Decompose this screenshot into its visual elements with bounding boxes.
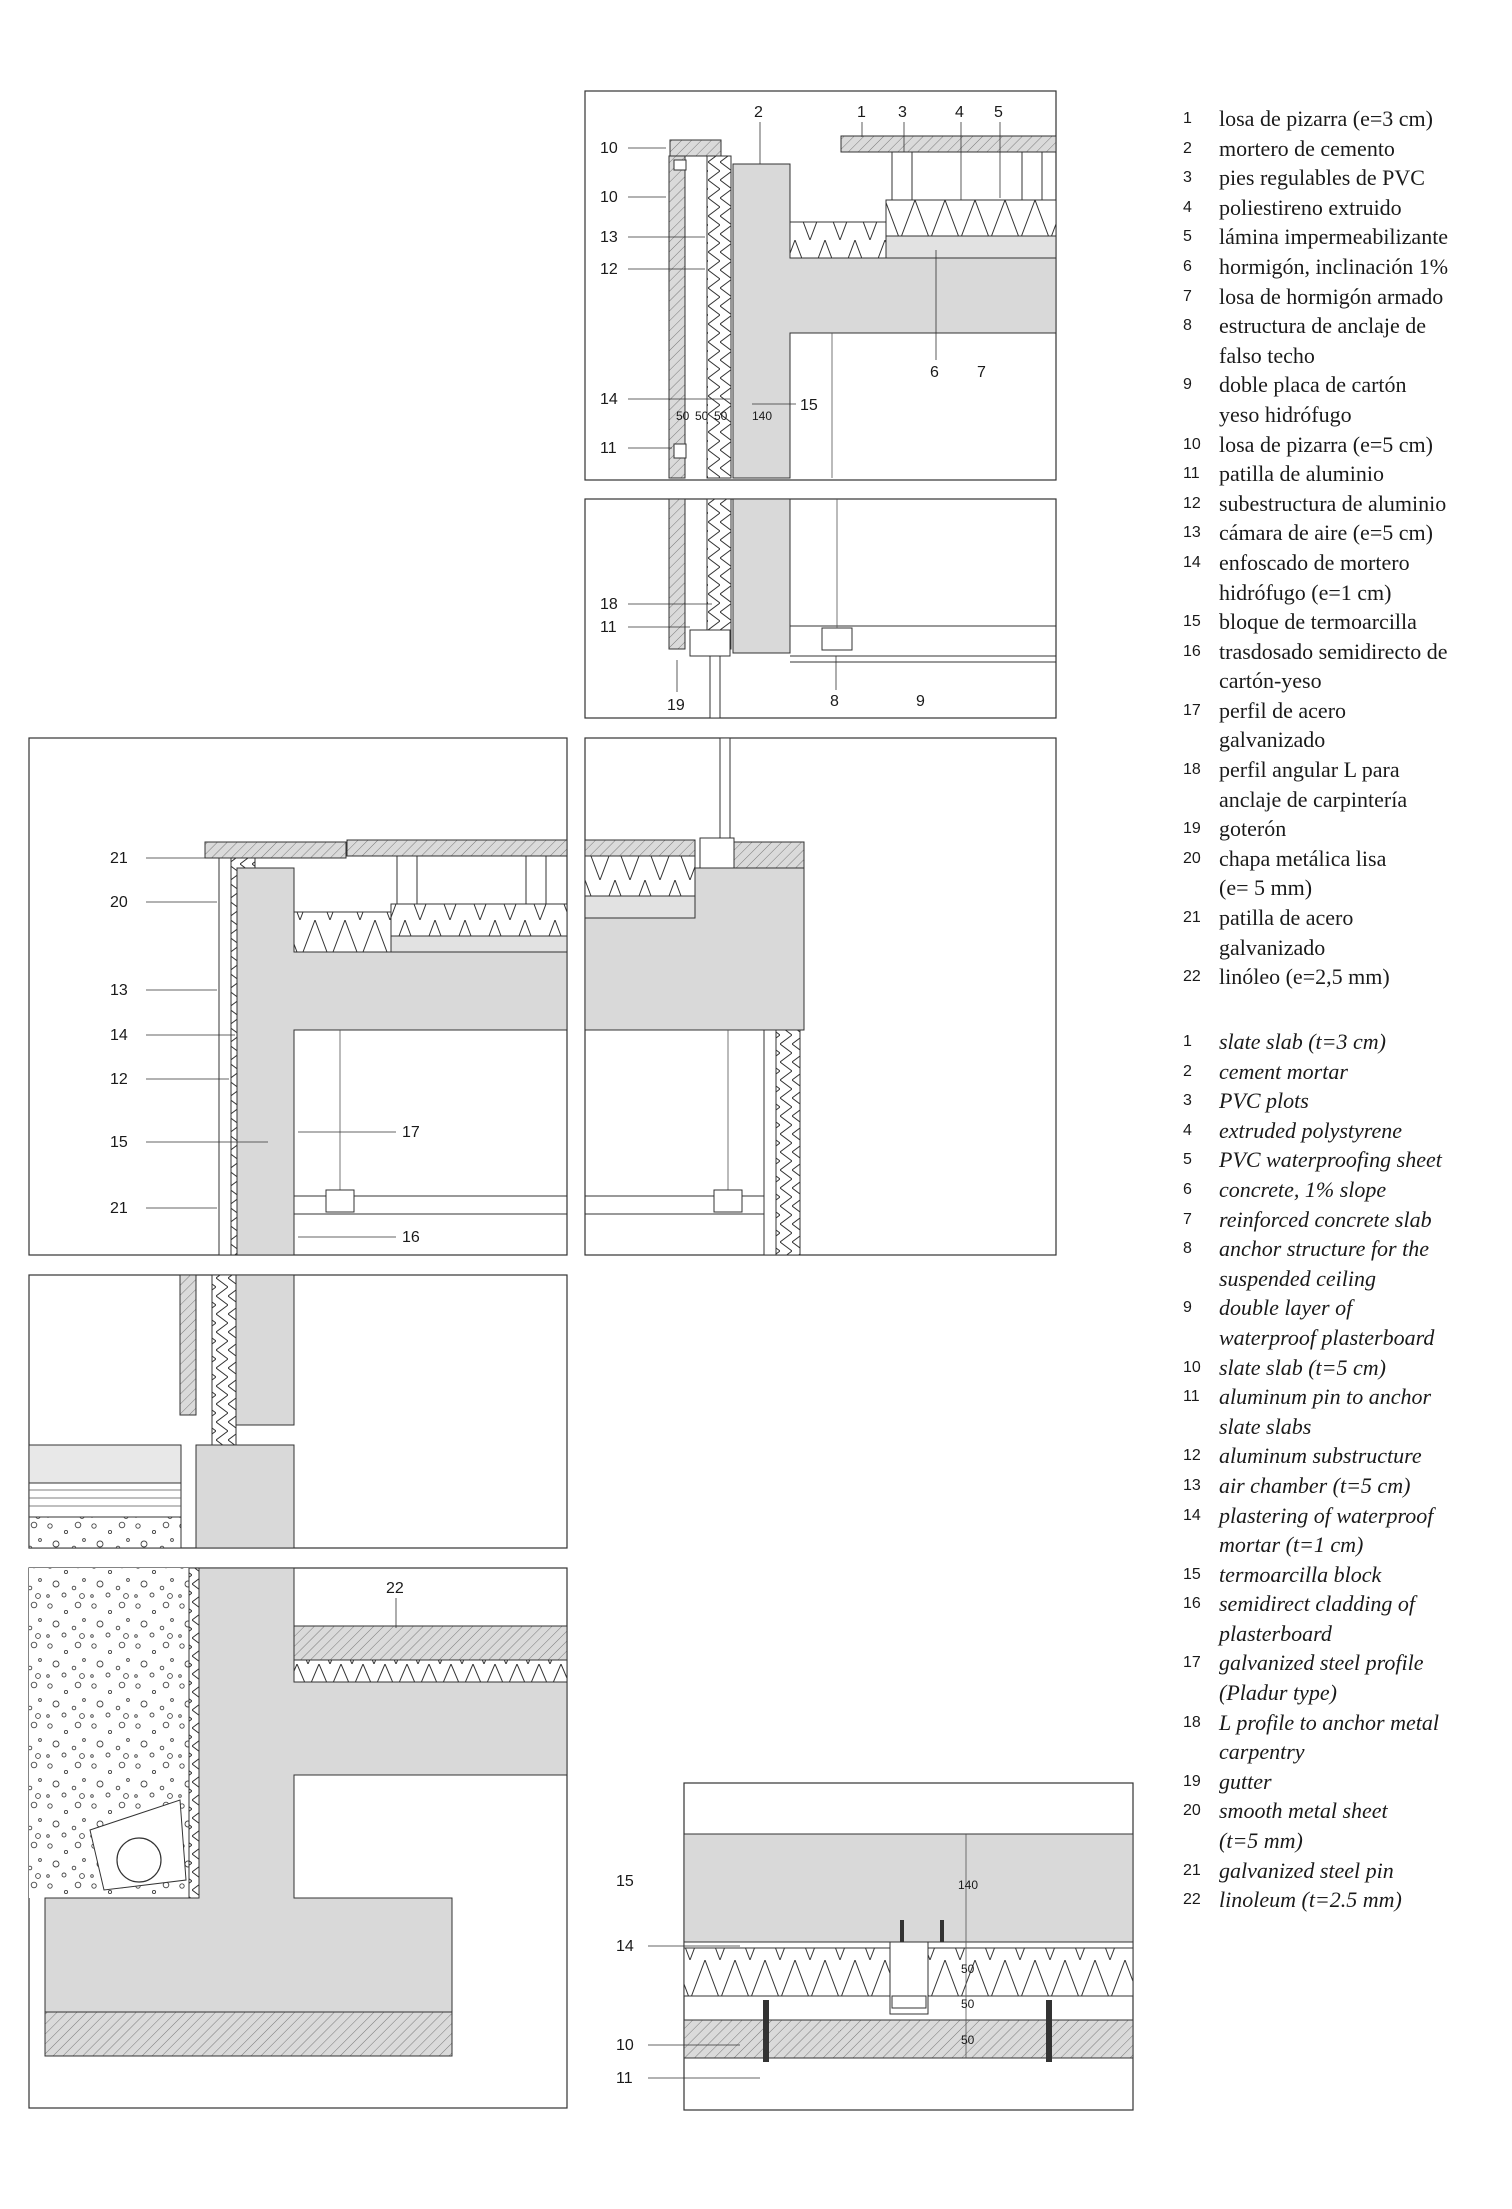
legend-number: 9	[1183, 1299, 1192, 1317]
legend-text	[1219, 1145, 1442, 1175]
legend-line: goterón	[1219, 816, 1287, 842]
legend-english	[1183, 1027, 1503, 1915]
svg-text:10: 10	[616, 2037, 634, 2054]
legend-line: linoleum (t=2.5 mm)	[1219, 1887, 1402, 1913]
legend-item	[1183, 903, 1503, 962]
legend-line: lámina impermeabilizante	[1219, 224, 1449, 250]
legend-text	[1219, 104, 1433, 134]
svg-text:9: 9	[916, 693, 925, 710]
detail-foundation	[29, 1568, 567, 2108]
legend-text	[1219, 1086, 1309, 1116]
legend-number: 7	[1183, 1210, 1192, 1228]
legend-line: linóleo (e=2,5 mm)	[1219, 964, 1390, 990]
svg-text:15: 15	[110, 1134, 128, 1151]
legend-line: suspended ceiling	[1219, 1265, 1377, 1291]
svg-text:21: 21	[110, 850, 128, 867]
legend-line: galvanizado	[1219, 727, 1326, 753]
legend-line: concrete, 1% slope	[1219, 1176, 1387, 1202]
legend-line: perfil angular L para	[1219, 757, 1400, 783]
svg-text:10: 10	[600, 140, 618, 157]
legend-number: 1	[1183, 1033, 1192, 1050]
legend-line: termoarcilla block	[1219, 1561, 1382, 1587]
legend-number: 10	[1183, 435, 1201, 453]
legend-text	[1219, 1205, 1432, 1235]
legend-number: 20	[1183, 1802, 1201, 1820]
svg-text:50: 50	[961, 1997, 975, 2011]
legend-number: 4	[1183, 198, 1192, 216]
legend-item	[1183, 1057, 1503, 1087]
legend-number: 5	[1183, 1151, 1192, 1169]
svg-text:11: 11	[616, 2070, 633, 2087]
legend-item	[1183, 1885, 1503, 1915]
legend-number: 15	[1183, 1565, 1201, 1583]
legend-text	[1219, 1175, 1386, 1205]
legend-text	[1219, 1885, 1402, 1915]
svg-text:8: 8	[830, 693, 839, 710]
legend-line: air chamber (t=5 cm)	[1219, 1472, 1411, 1498]
legend-number: 18	[1183, 761, 1201, 779]
legend-line: yeso hidrófugo	[1219, 401, 1352, 427]
svg-text:10: 10	[600, 189, 618, 206]
svg-text:17: 17	[402, 1124, 420, 1141]
legend-line: slate slabs	[1219, 1413, 1312, 1439]
legend-item	[1183, 1145, 1503, 1175]
legend-line: anchor structure for the	[1219, 1236, 1429, 1262]
legend-text	[1219, 222, 1448, 252]
legend-number: 11	[1183, 465, 1200, 483]
svg-text:50: 50	[695, 409, 709, 423]
legend-item	[1183, 1501, 1503, 1560]
legend-number: 16	[1183, 1595, 1201, 1613]
legend-number: 17	[1183, 701, 1201, 719]
svg-text:18: 18	[600, 596, 618, 613]
legend-text	[1219, 1116, 1402, 1146]
legend-number: 3	[1183, 1092, 1192, 1110]
legend-line: galvanized steel pin	[1219, 1857, 1394, 1883]
legend-item	[1183, 962, 1503, 992]
legend-text	[1219, 163, 1425, 193]
legend-item	[1183, 370, 1503, 429]
legend-item	[1183, 430, 1503, 460]
legend-number: 19	[1183, 1772, 1201, 1790]
legend-line: slate slab (t=3 cm)	[1219, 1029, 1386, 1054]
legend-line: estructura de anclaje de	[1219, 313, 1427, 339]
legend-line: semidirect cladding of	[1219, 1591, 1415, 1617]
legend-line: galvanized steel profile	[1219, 1650, 1424, 1676]
svg-text:2: 2	[754, 104, 763, 121]
legend-item	[1183, 696, 1503, 755]
legend-line: smooth metal sheet	[1219, 1798, 1388, 1824]
legend-line: chapa metálica lisa	[1219, 845, 1387, 871]
legend-text	[1219, 1856, 1394, 1886]
legend-text	[1219, 1560, 1381, 1590]
legend-item	[1183, 844, 1503, 903]
legend-item	[1183, 814, 1503, 844]
legend-line: pies regulables de PVC	[1219, 165, 1425, 191]
legend-line: (t=5 mm)	[1219, 1828, 1303, 1854]
legend-line: aluminum pin to anchor	[1219, 1384, 1432, 1410]
legend-line: carpentry	[1219, 1739, 1305, 1765]
legend-line: perfil de acero	[1219, 697, 1347, 723]
legend-number: 8	[1183, 1240, 1192, 1258]
svg-text:140: 140	[958, 1878, 979, 1892]
legend-line: L profile to anchor metal	[1219, 1709, 1439, 1735]
svg-text:50: 50	[961, 1962, 975, 1976]
legend-item	[1183, 1796, 1503, 1855]
svg-text:15: 15	[616, 1873, 634, 1890]
legend-number: 21	[1183, 909, 1201, 927]
svg-text:1: 1	[857, 104, 866, 121]
legend-item	[1183, 1086, 1503, 1116]
legend-text	[1219, 1057, 1348, 1087]
legend-item	[1183, 1560, 1503, 1590]
legend-text	[1219, 1501, 1433, 1560]
detail-parapet-top	[585, 91, 1056, 480]
legend-number: 18	[1183, 1713, 1201, 1731]
svg-text:4: 4	[955, 104, 964, 121]
svg-text:11: 11	[600, 440, 617, 457]
legend-number: 13	[1183, 524, 1201, 542]
legend-line: extruded polystyrene	[1219, 1117, 1403, 1143]
legend-line: anclaje de carpintería	[1219, 786, 1408, 812]
legend-line: PVC waterproofing sheet	[1219, 1147, 1442, 1173]
legend-text	[1219, 607, 1417, 637]
legend-number: 12	[1183, 1447, 1201, 1465]
legend-text	[1219, 1648, 1423, 1707]
legend-number: 22	[1183, 968, 1201, 986]
legend-text	[1219, 844, 1386, 903]
legend-text	[1219, 1441, 1422, 1471]
legend-number: 14	[1183, 553, 1201, 571]
detail-wall-base	[29, 1275, 567, 1548]
legend-text	[1219, 962, 1390, 992]
svg-text:50: 50	[714, 409, 728, 423]
legend-item	[1183, 1175, 1503, 1205]
legend-item	[1183, 1293, 1503, 1352]
legend-number: 12	[1183, 494, 1201, 512]
legend-item	[1183, 1353, 1503, 1383]
legend-line: cámara de aire (e=5 cm)	[1219, 520, 1433, 546]
legend-line: (Pladur type)	[1219, 1680, 1337, 1706]
svg-text:20: 20	[110, 894, 128, 911]
legend-item	[1183, 607, 1503, 637]
svg-text:3: 3	[898, 104, 907, 121]
legend-line: patilla de aluminio	[1219, 461, 1384, 487]
legend-text	[1219, 1382, 1431, 1441]
legend-line: (e= 5 mm)	[1219, 875, 1313, 901]
legend-number: 14	[1183, 1506, 1201, 1524]
svg-text:50: 50	[676, 409, 690, 423]
legend-line: waterproof plasterboard	[1219, 1324, 1435, 1350]
legend-number: 2	[1183, 1062, 1192, 1080]
legend-item	[1183, 1205, 1503, 1235]
legend-number: 9	[1183, 376, 1192, 394]
legend-text	[1219, 1471, 1410, 1501]
legend-item	[1183, 459, 1503, 489]
legend-text	[1219, 1353, 1386, 1383]
legend-item	[1183, 104, 1503, 134]
detail-window-sill	[585, 738, 1056, 1255]
legend-number: 21	[1183, 1861, 1201, 1879]
legend-item	[1183, 1116, 1503, 1146]
legend-text	[1219, 1767, 1272, 1797]
legend-number: 15	[1183, 613, 1201, 631]
legend-number: 10	[1183, 1358, 1201, 1376]
legend-text	[1219, 1234, 1429, 1293]
legend-line: mortero de cemento	[1219, 135, 1395, 161]
legend-text	[1219, 518, 1433, 548]
legend-item	[1183, 282, 1503, 312]
svg-text:50: 50	[961, 2033, 975, 2047]
legend-text	[1219, 637, 1448, 696]
svg-text:14: 14	[110, 1027, 128, 1044]
legend-text	[1219, 1027, 1386, 1057]
legend-text	[1219, 1796, 1388, 1855]
legend-line: hidrófugo (e=1 cm)	[1219, 579, 1392, 605]
legend-text	[1219, 548, 1410, 607]
legend-line: galvanizado	[1219, 934, 1326, 960]
legend-text	[1219, 370, 1407, 429]
legend-text	[1219, 282, 1443, 312]
detail-anchor-plan	[684, 1783, 1133, 2110]
legend-number: 1	[1183, 110, 1192, 127]
legend-line: falso techo	[1219, 342, 1315, 368]
svg-text:13: 13	[600, 229, 618, 246]
legend-line: subestructura de aluminio	[1219, 490, 1447, 516]
legend-text	[1219, 134, 1395, 164]
legend-line: losa de hormigón armado	[1219, 283, 1444, 309]
svg-text:16: 16	[402, 1229, 420, 1246]
legend-number: 6	[1183, 1180, 1192, 1198]
legend-number: 5	[1183, 228, 1192, 246]
svg-text:22: 22	[386, 1580, 404, 1597]
legend-item	[1183, 489, 1503, 519]
legend-text	[1219, 755, 1407, 814]
legend-line: cement mortar	[1219, 1058, 1348, 1084]
legend-text	[1219, 489, 1446, 519]
legend-number: 3	[1183, 169, 1192, 187]
legend-item	[1183, 1234, 1503, 1293]
legend-number: 20	[1183, 849, 1201, 867]
svg-text:15: 15	[800, 397, 818, 414]
svg-text:5: 5	[994, 104, 1003, 121]
legend-number: 13	[1183, 1476, 1201, 1494]
legend-item	[1183, 548, 1503, 607]
legend-item	[1183, 134, 1503, 164]
legend-item	[1183, 1441, 1503, 1471]
svg-text:14: 14	[600, 391, 618, 408]
legend-item	[1183, 1027, 1503, 1057]
legend-text	[1219, 193, 1402, 223]
legend-line: double layer of	[1219, 1295, 1353, 1321]
legend-item	[1183, 163, 1503, 193]
legend-item	[1183, 193, 1503, 223]
legend-item	[1183, 1856, 1503, 1886]
legend-item	[1183, 518, 1503, 548]
svg-text:19: 19	[667, 697, 685, 714]
legend-item	[1183, 252, 1503, 282]
svg-text:140: 140	[752, 409, 773, 423]
legend-item	[1183, 637, 1503, 696]
legend-number: 7	[1183, 287, 1192, 305]
legend-line: gutter	[1219, 1768, 1272, 1794]
legend-text	[1219, 903, 1353, 962]
legend-number: 4	[1183, 1121, 1192, 1139]
svg-text:14: 14	[616, 1938, 634, 1955]
legend-number: 2	[1183, 139, 1192, 157]
legend-line: slate slab (t=5 cm)	[1219, 1354, 1386, 1380]
legend-text	[1219, 1293, 1434, 1352]
legend-line: patilla de acero	[1219, 905, 1354, 931]
legend-line: doble placa de cartón	[1219, 372, 1407, 398]
legend-number: 11	[1183, 1388, 1200, 1406]
legend-item	[1183, 311, 1503, 370]
legend-spanish	[1183, 104, 1503, 992]
legend-line: bloque de termoarcilla	[1219, 609, 1417, 635]
legend-line: reinforced concrete slab	[1219, 1206, 1432, 1232]
detail-window-lintel	[585, 499, 1056, 718]
legend-line: plasterboard	[1219, 1620, 1332, 1646]
legend-number: 6	[1183, 257, 1192, 275]
legend-item	[1183, 1708, 1503, 1767]
legend-number: 19	[1183, 820, 1201, 838]
legend-text	[1219, 311, 1426, 370]
svg-text:13: 13	[110, 982, 128, 999]
legend-line: trasdosado semidirecto de	[1219, 638, 1448, 664]
legend-item	[1183, 1767, 1503, 1797]
legend-item	[1183, 1471, 1503, 1501]
legend-number: 17	[1183, 1654, 1201, 1672]
legend-number: 22	[1183, 1891, 1201, 1909]
legend-line: PVC plots	[1219, 1088, 1309, 1114]
svg-text:21: 21	[110, 1200, 128, 1217]
legend-text	[1219, 1708, 1439, 1767]
legend-line: losa de pizarra (e=5 cm)	[1219, 431, 1433, 457]
legend-line: losa de pizarra (e=3 cm)	[1219, 106, 1433, 131]
legend-item	[1183, 222, 1503, 252]
legend-text	[1219, 459, 1384, 489]
legend-text	[1219, 814, 1286, 844]
legend-number: 16	[1183, 642, 1201, 660]
legend-item	[1183, 1589, 1503, 1648]
svg-text:6: 6	[930, 364, 939, 381]
legend-number: 8	[1183, 317, 1192, 335]
legend-line: aluminum substructure	[1219, 1443, 1422, 1469]
legend-item	[1183, 1382, 1503, 1441]
legend-line: enfoscado de mortero	[1219, 549, 1410, 575]
legend-line: mortar (t=1 cm)	[1219, 1532, 1364, 1558]
legend-line: hormigón, inclinación 1%	[1219, 253, 1449, 279]
svg-text:11: 11	[600, 619, 617, 636]
legend-line: poliestireno extruido	[1219, 194, 1402, 220]
legend-text	[1219, 696, 1346, 755]
legend-item	[1183, 755, 1503, 814]
svg-text:12: 12	[110, 1071, 128, 1088]
legend-text	[1219, 430, 1433, 460]
legend-text	[1219, 1589, 1415, 1648]
legend-line: plastering of waterproof	[1219, 1502, 1434, 1528]
legend-item	[1183, 1648, 1503, 1707]
svg-text:12: 12	[600, 261, 618, 278]
legend-line: cartón-yeso	[1219, 668, 1322, 694]
legend-text	[1219, 252, 1448, 282]
svg-text:7: 7	[977, 364, 986, 381]
